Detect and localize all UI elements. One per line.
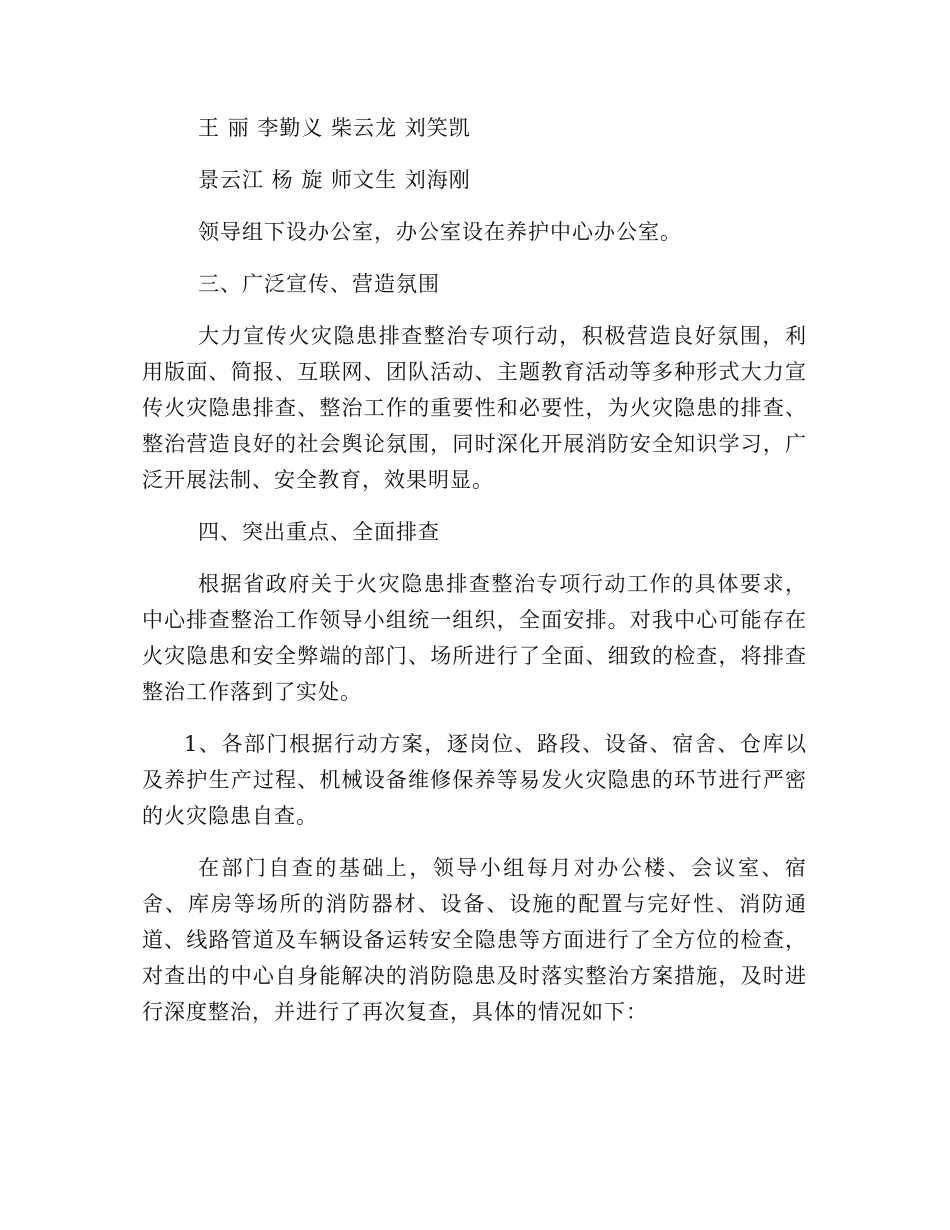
- monthly-inspection-paragraph: 在部门自查的基础上，领导小组每月对办公楼、会议室、宿舍、库房等场所的消防器材、设备、设施的配置与完好性、消防通道、线路管道及车辆设备运转安全隐患等方面进行了全方位的检查，对查出的中心自身能解决的消防隐患及时落实整治方案措施，及时进行深度整治，并进行了再次复查，具体的情况如下：: [142, 856, 807, 1024]
- self-inspection-item: 1、各部门根据行动方案，逐岗位、路段、设备、宿舍、仓库以及养护生产过程、机械设备维修保养等易发火灾隐患的环节进行严密的火灾隐患自查。: [142, 732, 807, 828]
- publicity-paragraph: 大力宣传火灾隐患排查整治专项行动，积极营造良好氛围，利用版面、简报、互联网、团队活动、主题教育活动等多种形式大力宣传火灾隐患排查、整治工作的重要性和必要性，为火灾隐患的排查、整治营造良好的社会舆论氛围，同时深化开展消防安全知识学习，广泛开展法制、安全教育，效果明显。: [142, 324, 807, 492]
- inspection-requirements-paragraph: 根据省政府关于火灾隐患排查整治专项行动工作的具体要求，中心排查整治工作领导小组统一组织，全面安排。对我中心可能存在火灾隐患和安全弊端的部门、场所进行了全面、细致的检查，将排查整治工作落到了实处。: [142, 572, 807, 704]
- document-body: [142, 110, 807, 1030]
- leader-names-line-1: 王 丽 李勤义 柴云龙 刘笑凯: [198, 116, 471, 140]
- section-heading-publicity: 三、广泛宣传、营造氛围: [198, 272, 440, 296]
- leader-names-line-2: 景云江 杨 旋 师文生 刘海刚: [198, 168, 471, 192]
- section-heading-inspection: 四、突出重点、全面排查: [198, 520, 440, 544]
- office-setup-paragraph: 领导组下设办公室，办公室设在养护中心办公室。: [198, 220, 682, 244]
